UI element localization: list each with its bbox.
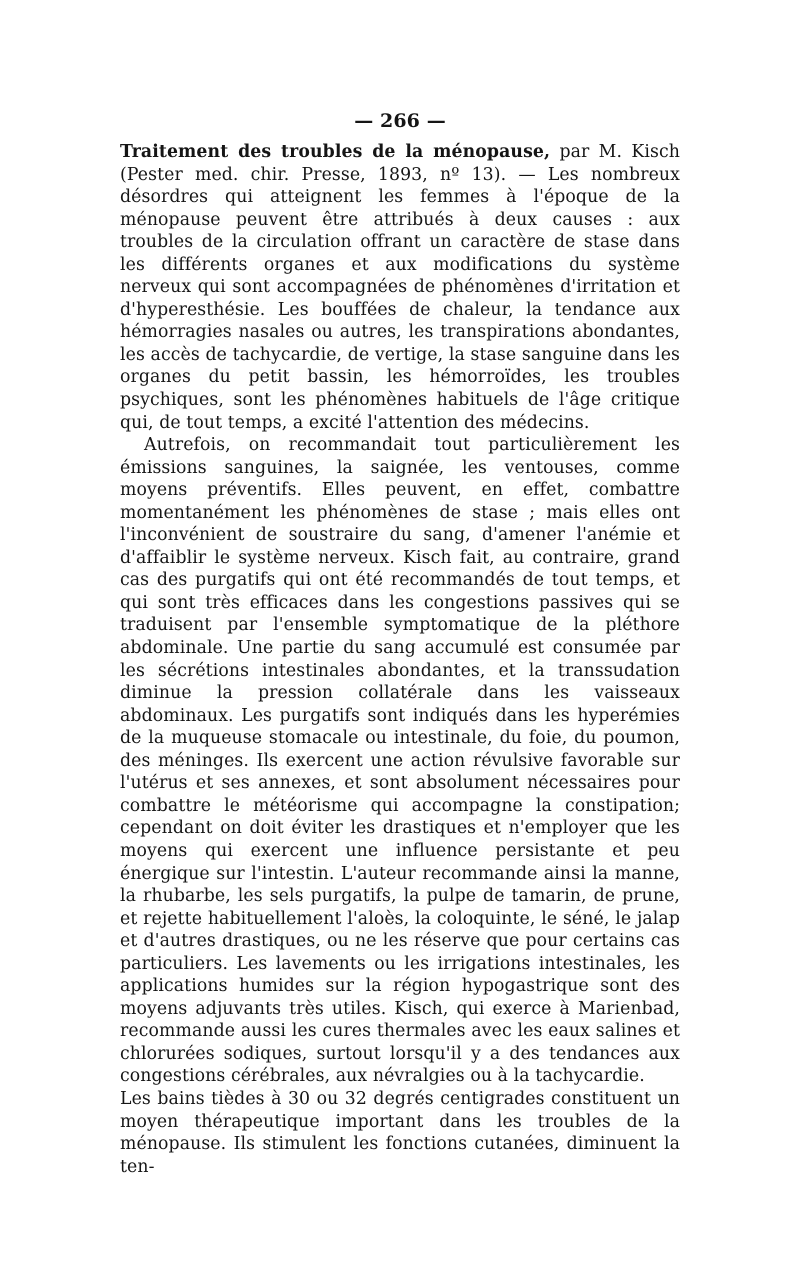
article-intro-paragraph [120, 141, 680, 434]
document-page [120, 110, 680, 1178]
article-heading: Traitement des troubles de la ménopause, [120, 142, 551, 162]
body-paragraph-3: Les bains tièdes à 30 ou 32 degrés centigrades constituent un moyen thérapeutique important dans les troubles de la ménopause. Ils stimulent les fonctions cutanées, diminuent la ten- [120, 1088, 680, 1177]
intro-text: par M. Kisch (Pester med. chir. Presse, 1893, nº 13). — Les nombreux désordres qui atteignent les femmes à l'époque de la ménopause peuvent être attribués à deux causes : aux troubles de la circulation offrant un caractère de stase dans les différents organes et aux modifications du système nerveux qui sont accompagnées de phénomènes d'irritation et d'hyperesthésie. Les bouffées de chaleur, la tendance aux hémorragies nasales ou autres, les transpirations abondantes, les accès de tachycardie, de vertige, la stase sanguine dans les organes du petit bassin, les hémorroïdes, les troubles psychiques, sont les phénomènes habituels de l'âge critique qui, de tout temps, a excité l'attention des médecins. [120, 142, 680, 433]
body-paragraph-2: Autrefois, on recommandait tout particulièrement les émissions sanguines, la saignée, les ventouses, comme moyens préventifs. Elles peuvent, en effet, combattre momentanément les phénomènes de stase ; mais elles ont l'inconvénient de soustraire du sang, d'amener l'anémie et d'affaiblir le système nerveux. Kisch fait, au contraire, grand cas des purgatifs qui ont été recommandés de tout temps, et qui sont très efficaces dans les congestions passives qui se traduisent par l'ensemble symptomatique de la pléthore abdominale. Une partie du sang accumulé est consumée par les sécrétions intestinales abondantes, et la transsudation diminue la pression collatérale dans les vaisseaux abdominaux. Les purgatifs sont indiqués dans les hyperémies de la muqueuse stomacale ou intestinale, du foie, du poumon, des méninges. Ils exercent une action révulsive favorable sur l'utérus et ses annexes, et sont absolument nécessaires pour combattre le météorisme qui accompagne la constipation; cependant on doit éviter les drastiques et n'employer que les moyens qui exercent une influence persistante et peu énergique sur l'intestin. L'auteur recommande ainsi la manne, la rhubarbe, les sels purgatifs, la pulpe de tamarin, de prune, et rejette habituellement l'aloès, la coloquinte, le séné, le jalap et d'autres drastiques, ou ne les réserve que pour certains cas particuliers. Les lavements ou les irrigations intestinales, les applications humides sur la région hypogastrique sont des moyens adjuvants très utiles. Kisch, qui exerce à Marienbad, recommande aussi les cures thermales avec les eaux salines et chlorurées sodiques, surtout lorsqu'il y a des tendances aux congestions cérébrales, aux névralgies ou à la tachycardie. [120, 435, 680, 1087]
page-number: — 266 — [354, 110, 446, 132]
